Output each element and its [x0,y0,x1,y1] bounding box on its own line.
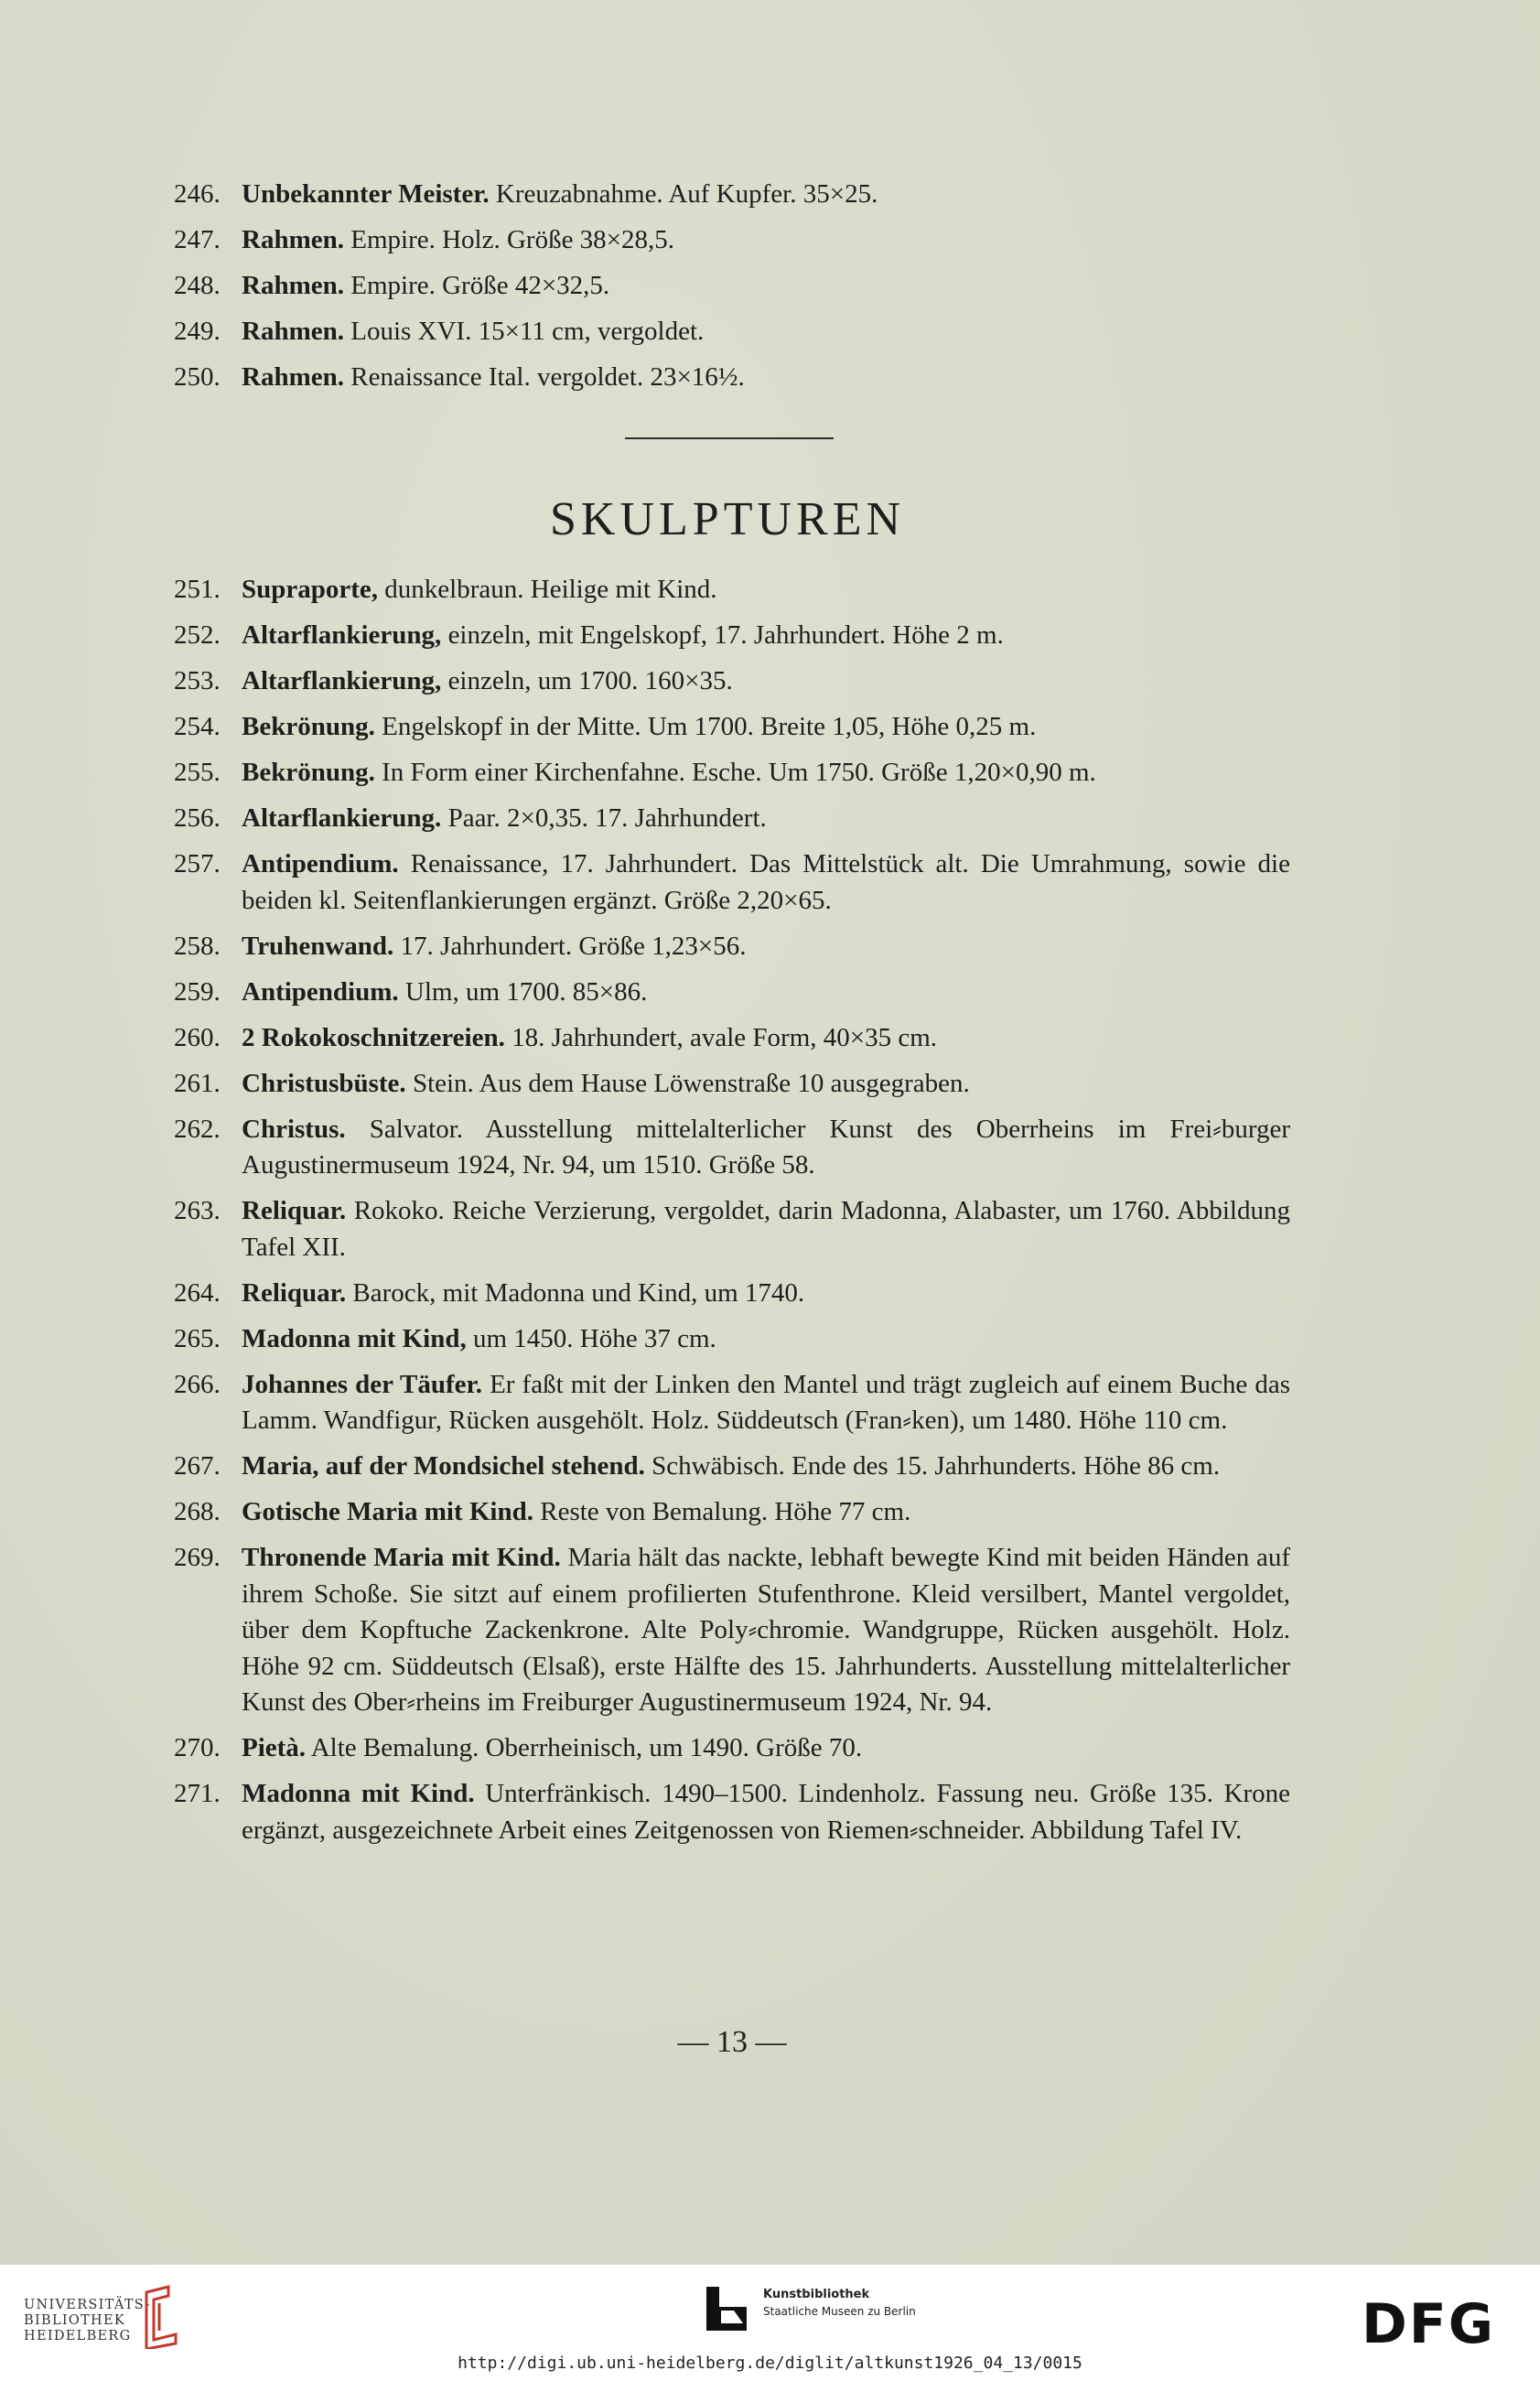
catalog-entry [174,929,1290,965]
entry-title: Altarflankierung, [242,666,442,695]
entry-title: Christus. [242,1114,346,1144]
entry-body [242,360,1290,396]
catalog-entry [174,222,1290,259]
entry-number: 270. [174,1733,221,1762]
source-url-link[interactable]: http://digi.ub.uni-heidelberg.de/diglit/altkunst1926_04_13/0015 [458,2354,1082,2373]
entry-number: 251. [174,575,221,604]
entry-number: 253. [174,666,221,695]
catalog-entry [174,1449,1290,1485]
entry-body [242,1367,1290,1439]
entry-body [242,1020,1290,1057]
footer-bar [0,2265,1540,2381]
entry-title: Truhenwand. [242,931,394,961]
entry-title: Bekrönung. [242,712,375,741]
entry-body [242,1066,1290,1103]
entry-description: Kreuzabnahme. Auf Kupfer. 35×25. [489,179,878,209]
catalog-entry [174,1193,1290,1266]
entry-title: Reliquar. [242,1277,347,1308]
entry-description: Engelskopf in der Mitte. Um 1700. Breite 1,05, Höhe 0,25 m. [374,712,1037,741]
entry-description: Unterfränkisch. 1490–1500. Lindenholz. Fassung neu. Größe 135. Krone ergänzt, ausgezeichnete Arbeit eines Zeitgenossen von Riemen⸗schneider. Abbildung Tafel IV. [242,1779,1291,1845]
entry-description: Maria hält das nackte, lebhaft bewegte Kind mit beiden Händen auf ihrem Schoße. Sie sitzt auf einem profilierten Stufenthrone. Kleid versilbert, Mantel vergoldet, über dem Kopftuche Zackenkrone. Alte Poly⸗chromie. Wandgruppe, Rücken ausgehölt. Holz. Höhe 92 cm. Süddeutsch (Elsaß), erste Hälfte des 15. Jahrhunderts. Ausstellung mittelalterlicher Kunst des Ober⸗rheins im Freiburger Augustinermuseum 1924, Nr. 94. [242,1543,1290,1717]
entry-description: Barock, mit Madonna und Kind, um 1740. [346,1277,805,1308]
catalog-entry [174,618,1290,654]
catalog-entry [174,709,1290,746]
catalog-entry [174,177,1290,213]
entry-description: um 1450. Höhe 37 cm. [466,1323,716,1353]
entry-title: Madonna mit Kind, [242,1323,467,1353]
catalog-entry [174,663,1290,700]
kb-subtitle: Staatliche Museen zu Berlin [763,2305,916,2318]
catalog-entry [174,360,1290,396]
section-heading: SKULPTUREN [549,493,906,545]
entry-body [242,177,1290,213]
entry-description: Louis XVI. 15×11 cm, vergoldet. [343,317,705,346]
entry-number: 259. [174,976,221,1007]
entry-number: 258. [174,931,221,961]
catalog-entry [174,801,1290,837]
catalog-entry [174,1066,1290,1103]
entry-number: 261. [174,1068,221,1098]
entry-title: Christusbüste. [242,1068,406,1098]
entry-number: 267. [174,1451,221,1481]
entry-body [242,1276,1290,1312]
entry-body [242,1112,1290,1184]
entry-number: 252. [174,620,221,650]
entry-body [242,1321,1290,1358]
entry-description: Stein. Aus dem Hause Löwenstraße 10 ausgegraben. [405,1068,970,1098]
entry-title: Unbekannter Meister. [242,179,490,209]
entry-number: 266. [174,1369,221,1399]
entry-body [242,1776,1290,1848]
entry-body [242,755,1290,792]
entry-number: 249. [174,317,221,346]
entry-number: 265. [174,1323,221,1353]
catalog-entry [174,572,1290,609]
entry-description: Schwäbisch. Ende des 15. Jahrhunderts. Höhe 86 cm. [644,1451,1221,1481]
catalog-entry [174,1494,1290,1531]
entry-title: Altarflankierung, [242,620,442,650]
catalog-entry [174,975,1290,1011]
entry-body [242,572,1290,609]
dfg-logo[interactable]: DFG [1362,2292,1496,2356]
entry-body [242,1494,1290,1531]
entry-number: 247. [174,225,221,254]
entry-title: Thronende Maria mit Kind. [242,1543,561,1572]
entry-body [242,222,1290,259]
entry-description: 18. Jahrhundert, avale Form, 40×35 cm. [504,1022,938,1052]
entry-title: 2 Rokokoschnitzereien. [242,1022,505,1052]
entry-description: 17. Jahrhundert. Größe 1,23×56. [393,931,747,961]
entry-title: Johannes der Täufer. [242,1369,482,1399]
uni-logo-line3: HEIDELBERG [24,2329,132,2343]
entry-title: Rahmen. [242,362,344,392]
entry-description: Salvator. Ausstellung mittelalterlicher Kunst des Oberrheins im Frei⸗burger Augustinermuseum 1924, Nr. 94, um 1510. Größe 58. [242,1114,1290,1180]
entry-number: 260. [174,1022,221,1052]
uni-logo-line1: UNIVERSITÄTS- [24,2298,151,2312]
entry-number: 254. [174,712,221,741]
uni-logo-line2: BIBLIOTHEK [24,2313,126,2328]
entry-title: Rahmen. [242,271,344,300]
entry-description: Empire. Holz. Größe 38×28,5. [343,225,675,254]
section-divider [625,437,834,439]
entry-body [242,929,1290,965]
entry-title: Supraporte, [242,575,379,604]
catalog-entry [174,1730,1290,1767]
entry-body [242,1449,1290,1485]
entry-description: Reste von Bemalung. Höhe 77 cm. [533,1497,911,1526]
entry-number: 269. [174,1543,221,1572]
catalog-list-paintings [174,177,1290,405]
kunstbibliothek-label [763,2287,916,2320]
catalog-entry [174,1276,1290,1312]
catalog-entry [174,1112,1290,1184]
entry-title: Altarflankierung. [242,803,442,833]
catalog-entry [174,846,1290,919]
entry-body [242,618,1290,654]
catalog-entry [174,755,1290,792]
entry-title: Madonna mit Kind. [242,1779,475,1808]
entry-title: Gotische Maria mit Kind. [242,1497,533,1526]
entry-number: 255. [174,758,221,787]
entry-title: Bekrönung. [242,758,375,787]
entry-number: 263. [174,1196,221,1225]
entry-description: Rokoko. Reiche Verzierung, vergoldet, darin Madonna, Alabaster, um 1760. Abbildung Tafel XII. [242,1196,1290,1262]
catalog-entry [174,1540,1290,1721]
entry-body [242,709,1290,746]
entry-body [242,663,1290,700]
entry-number: 248. [174,271,221,300]
entry-number: 256. [174,803,221,833]
page-number: — 13 — [677,2025,787,2059]
entry-description: In Form einer Kirchenfahne. Esche. Um 1750. Größe 1,20×0,90 m. [374,758,1096,787]
entry-body [242,314,1290,350]
entry-body [242,1730,1290,1767]
entry-title: Maria, auf der Mondsichel stehend. [242,1451,645,1481]
catalog-entry [174,268,1290,305]
entry-body [242,268,1290,305]
entry-description: einzeln, mit Engelskopf, 17. Jahrhundert. Höhe 2 m. [441,620,1004,650]
catalog-entry [174,1776,1290,1848]
catalog-entry [174,314,1290,350]
entry-description: Er faßt mit der Linken den Mantel und trägt zugleich auf einem Buche das Lamm. Wandfigur, Rücken ausgehölt. Holz. Süddeutsch (Fran⸗ken), um 1480. Höhe 110 cm. [242,1369,1290,1435]
kunstbibliothek-logo-icon[interactable] [706,2287,747,2331]
university-library-logo[interactable] [24,2298,151,2344]
entry-body [242,1193,1290,1266]
entry-number: 246. [174,179,221,209]
catalog-entry [174,1321,1290,1358]
entry-title: Antipendium. [242,849,399,878]
entry-body [242,975,1290,1011]
entry-description: einzeln, um 1700. 160×35. [441,666,733,695]
entry-title: Antipendium. [242,976,399,1007]
entry-number: 264. [174,1277,221,1308]
entry-description: Ulm, um 1700. 85×86. [398,976,648,1007]
university-mark-icon [141,2285,185,2349]
entry-description: dunkelbraun. Heilige mit Kind. [378,575,717,604]
entry-number: 262. [174,1114,221,1144]
entry-title: Pietà. [242,1733,307,1762]
entry-description: Renaissance, 17. Jahrhundert. Das Mittelstück alt. Die Umrahmung, sowie die beiden kl. Seitenflankierungen ergänzt. Größe 2,20×65. [242,849,1290,915]
entry-description: Paar. 2×0,35. 17. Jahrhundert. [441,803,767,833]
entry-number: 268. [174,1497,221,1526]
entry-number: 257. [174,849,221,878]
entry-description: Renaissance Ital. vergoldet. 23×16½. [343,362,745,392]
entry-title: Rahmen. [242,317,344,346]
catalog-list-sculptures [174,572,1290,1858]
entry-title: Rahmen. [242,225,344,254]
kb-name: Kunstbibliothek [763,2288,870,2301]
entry-number: 271. [174,1779,221,1808]
entry-description: Empire. Größe 42×32,5. [343,271,610,300]
entry-body [242,846,1290,919]
catalog-entry [174,1020,1290,1057]
entry-number: 250. [174,362,221,392]
catalog-entry [174,1367,1290,1439]
entry-body [242,1540,1290,1721]
entry-title: Reliquar. [242,1196,347,1225]
entry-description: Alte Bemalung. Oberrheinisch, um 1490. Größe 70. [306,1733,863,1762]
entry-body [242,801,1290,837]
